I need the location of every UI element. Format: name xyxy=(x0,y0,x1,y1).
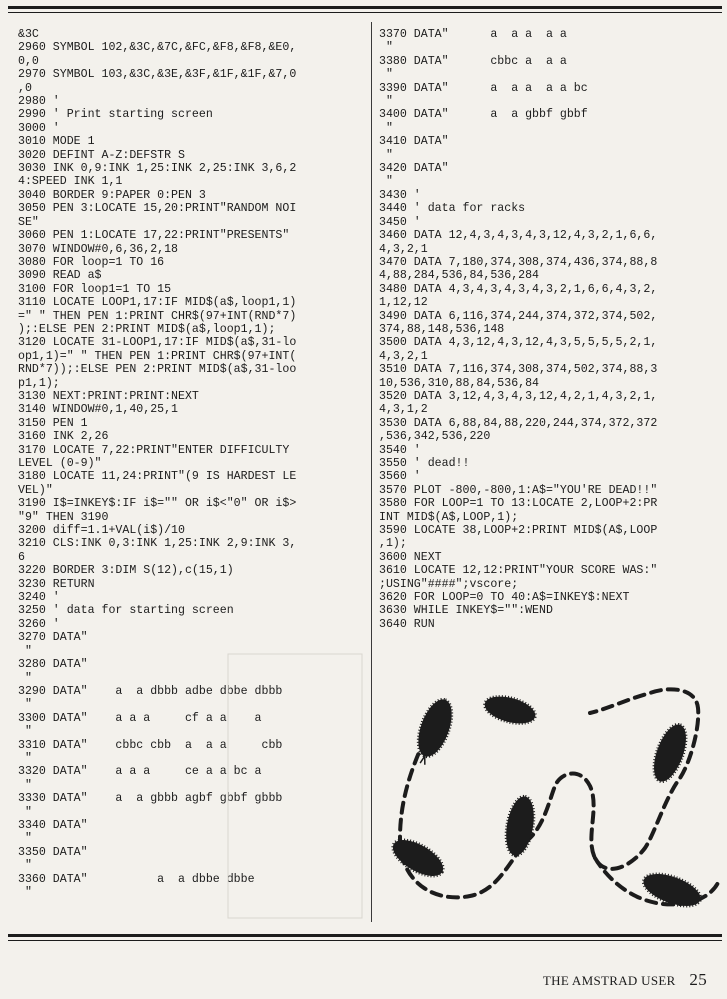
code-line: 3330 DATA" a a gbbb agbf gbbf gbbb xyxy=(18,792,283,806)
code-line: 3170 LOCATE 7,22:PRINT"ENTER DIFFICULTY xyxy=(18,443,290,457)
code-line: " xyxy=(18,725,32,739)
code-line: 3500 DATA 4,3,12,4,3,12,4,3,5,5,5,5,2,1, xyxy=(379,336,658,350)
code-line: 3120 LOCATE 31-LOOP1,17:IF MID$(a$,31-lo xyxy=(18,336,297,350)
top-rule-thin xyxy=(8,12,722,13)
code-line: 3520 DATA 3,12,4,3,4,3,12,4,2,1,4,3,2,1, xyxy=(379,389,658,403)
code-line: " xyxy=(18,698,32,712)
code-line: op1,1)=" " THEN PEN 1:PRINT CHR$(97+INT( xyxy=(18,349,297,363)
bleed-through-inset xyxy=(226,652,364,920)
code-line: 3550 ' dead!! xyxy=(379,457,470,470)
code-line: 3300 DATA" a a a cf a a a xyxy=(18,711,262,725)
code-line: VEL)" xyxy=(18,483,53,497)
code-line: 3030 INK 0,9:INK 1,25:INK 2,25:INK 3,6,2 xyxy=(18,162,297,176)
code-line: 3240 ' xyxy=(18,591,60,605)
code-line: 3490 DATA 6,116,374,244,374,372,374,502, xyxy=(379,309,658,323)
code-line: 3250 ' data for starting screen xyxy=(18,604,234,618)
code-line: 4:SPEED INK 1,1 xyxy=(18,175,123,189)
code-line: 3050 PEN 3:LOCATE 15,20:PRINT"RANDOM NOI xyxy=(18,202,297,216)
code-line: 3040 BORDER 9:PAPER 0:PEN 3 xyxy=(18,188,206,202)
top-rule xyxy=(8,6,722,9)
code-line: 3150 PEN 1 xyxy=(18,416,88,430)
code-line: 2990 ' Print starting screen xyxy=(18,108,213,122)
code-line: 3100 FOR loop1=1 TO 15 xyxy=(18,282,172,296)
code-line: 3260 ' xyxy=(18,617,60,631)
code-line: 3630 WHILE INKEY$="":WEND xyxy=(379,604,553,618)
code-line: 4,3,1,2 xyxy=(379,403,428,417)
code-line: 3180 LOCATE 11,24:PRINT"(9 IS HARDEST LE xyxy=(18,470,297,484)
code-line: 3480 DATA 4,3,4,3,4,3,4,3,2,1,6,6,4,3,2, xyxy=(379,282,658,296)
code-line: 3580 FOR LOOP=1 TO 13:LOCATE 2,LOOP+2:PR xyxy=(379,497,658,511)
code-line: 0,0 xyxy=(18,54,39,68)
code-line: 3070 WINDOW#0,6,36,2,18 xyxy=(18,242,179,256)
code-line: 3110 LOCATE LOOP1,17:IF MID$(a$,loop1,1) xyxy=(18,296,297,310)
bottom-rule-thin xyxy=(8,940,722,941)
code-line: 3130 NEXT:PRINT:PRINT:NEXT xyxy=(18,389,199,403)
code-line: LEVEL (0-9)" xyxy=(18,457,102,470)
code-line: " xyxy=(379,175,393,189)
code-line: " xyxy=(18,671,32,685)
code-line: " xyxy=(18,886,32,899)
code-line: 3340 DATA" xyxy=(18,818,88,832)
code-line: " xyxy=(379,68,393,82)
code-line: 3090 READ a$ xyxy=(18,269,102,283)
code-line: ,536,342,536,220 xyxy=(379,430,491,444)
bug-icon xyxy=(387,833,448,884)
code-line: 3470 DATA 7,180,374,308,374,436,374,88,8 xyxy=(379,255,658,269)
code-line: 3060 PEN 1:LOCATE 17,22:PRINT"PRESENTS" xyxy=(18,229,290,243)
code-line: 3410 DATA" xyxy=(379,135,449,149)
code-line: 3220 BORDER 3:DIM S(12),c(15,1) xyxy=(18,564,234,578)
right-code-listing xyxy=(379,28,719,631)
code-line: " xyxy=(18,644,32,658)
code-line: INT MID$(A$,LOOP,1); xyxy=(379,510,519,524)
code-line: 3590 LOCATE 38,LOOP+2:PRINT MID$(A$,LOOP xyxy=(379,524,658,538)
bug-icon xyxy=(648,720,693,785)
code-line: 3390 DATA" a a a a a bc xyxy=(379,81,588,95)
code-line: " xyxy=(18,832,32,846)
code-line: SE" xyxy=(18,215,39,229)
code-line: 3610 LOCATE 12,12:PRINT"YOUR SCORE WAS:" xyxy=(379,564,658,578)
code-line: 3600 NEXT xyxy=(379,550,442,564)
code-line: 3080 FOR loop=1 TO 16 xyxy=(18,255,165,269)
code-line: 1,12,12 xyxy=(379,296,428,310)
code-line: " xyxy=(379,95,393,109)
code-line: 2980 ' xyxy=(18,95,60,109)
code-line: 3560 ' xyxy=(379,470,421,484)
code-line: 3450 ' xyxy=(379,215,421,229)
code-line: 3540 ' xyxy=(379,443,421,457)
code-line: " xyxy=(18,859,32,873)
bugs-illustration xyxy=(380,668,725,933)
code-line: " xyxy=(18,805,32,819)
code-line: =" " THEN PEN 1:PRINT CHR$(97+INT(RND*7) xyxy=(18,309,297,323)
code-line: 3400 DATA" a a gbbf gbbf xyxy=(379,108,588,122)
code-line: 3010 MODE 1 xyxy=(18,135,95,149)
code-line: RND*7));:ELSE PEN 2:PRINT MID$(a$,31-loo xyxy=(18,363,297,377)
code-line: &3C xyxy=(18,28,39,41)
code-line: 6 xyxy=(18,550,25,564)
code-line: 3460 DATA 12,4,3,4,3,4,3,12,4,3,2,1,6,6, xyxy=(379,229,658,243)
code-line: 10,536,310,88,84,536,84 xyxy=(379,376,540,390)
code-line: 3020 DEFINT A-Z:DEFSTR S xyxy=(18,148,185,162)
code-line: 3530 DATA 6,88,84,88,220,244,374,372,372 xyxy=(379,416,658,430)
code-line: 3160 INK 2,26 xyxy=(18,430,109,444)
code-line: 4,88,284,536,84,536,284 xyxy=(379,269,540,283)
page-footer xyxy=(543,970,707,990)
magazine-name: THE AMSTRAD USER xyxy=(542,973,676,988)
code-line: p1,1); xyxy=(18,376,60,390)
code-line: ,0 xyxy=(18,81,32,95)
code-line: 3210 CLS:INK 0,3:INK 1,25:INK 2,9:INK 3, xyxy=(18,537,297,551)
code-line: );:ELSE PEN 2:PRINT MID$(a$,loop1,1); xyxy=(18,322,276,336)
code-line: " xyxy=(18,751,32,765)
code-line: 3200 diff=1.1+VAL(i$)/10 xyxy=(18,524,185,538)
code-line: 2960 SYMBOL 102,&3C,&7C,&FC,&F8,&F8,&E0, xyxy=(18,41,297,55)
code-line: ,1); xyxy=(379,537,407,551)
column-divider xyxy=(371,22,372,922)
code-line: 3510 DATA 7,116,374,308,374,502,374,88,3 xyxy=(379,363,658,377)
code-line: 3290 DATA" a a dbbb adbe dbbe dbbb xyxy=(18,684,283,698)
code-line: 3570 PLOT -800,-800,1:A$="YOU'RE DEAD!!" xyxy=(379,483,658,497)
code-line: ;USING"####";vscore; xyxy=(379,577,519,591)
code-line: 3620 FOR LOOP=0 TO 40:A$=INKEY$:NEXT xyxy=(379,591,630,605)
code-line: " xyxy=(379,121,393,135)
code-line: " xyxy=(379,41,393,55)
code-line: 3310 DATA" cbbc cbb a a a cbb xyxy=(18,738,283,752)
code-line: 3370 DATA" a a a a a xyxy=(379,28,567,41)
code-line: 3350 DATA" xyxy=(18,845,88,859)
code-line: 3380 DATA" cbbc a a a xyxy=(379,54,567,68)
code-line: 3000 ' xyxy=(18,121,60,135)
code-line: 3270 DATA" xyxy=(18,631,88,645)
page-number: 25 xyxy=(689,970,707,989)
code-line: 374,88,148,536,148 xyxy=(379,322,505,336)
code-line: 3420 DATA" xyxy=(379,162,449,176)
code-line: 4,3,2,1 xyxy=(379,242,428,256)
code-line: 3440 ' data for racks xyxy=(379,202,526,216)
code-line: 2970 SYMBOL 103,&3C,&3E,&3F,&1F,&1F,&7,0 xyxy=(18,68,297,82)
code-line: 3360 DATA" a a dbbe dbbe xyxy=(18,872,255,886)
code-line: 3640 RUN xyxy=(379,617,435,631)
code-line: 3140 WINDOW#0,1,40,25,1 xyxy=(18,403,179,417)
bug-icon xyxy=(482,692,538,729)
code-line: 3430 ' xyxy=(379,188,421,202)
code-line: 3320 DATA" a a a ce a a bc a xyxy=(18,765,262,779)
bottom-rule xyxy=(8,934,722,937)
code-line: " xyxy=(379,148,393,162)
bug-icon xyxy=(502,794,538,858)
code-line: " xyxy=(18,778,32,792)
code-line: 3190 I$=INKEY$:IF i$="" OR i$<"0" OR i$> xyxy=(18,497,297,511)
code-line: 4,3,2,1 xyxy=(379,349,428,363)
code-line: 3230 RETURN xyxy=(18,577,95,591)
code-line: "9" THEN 3190 xyxy=(18,510,109,524)
code-line: 3280 DATA" xyxy=(18,658,88,672)
